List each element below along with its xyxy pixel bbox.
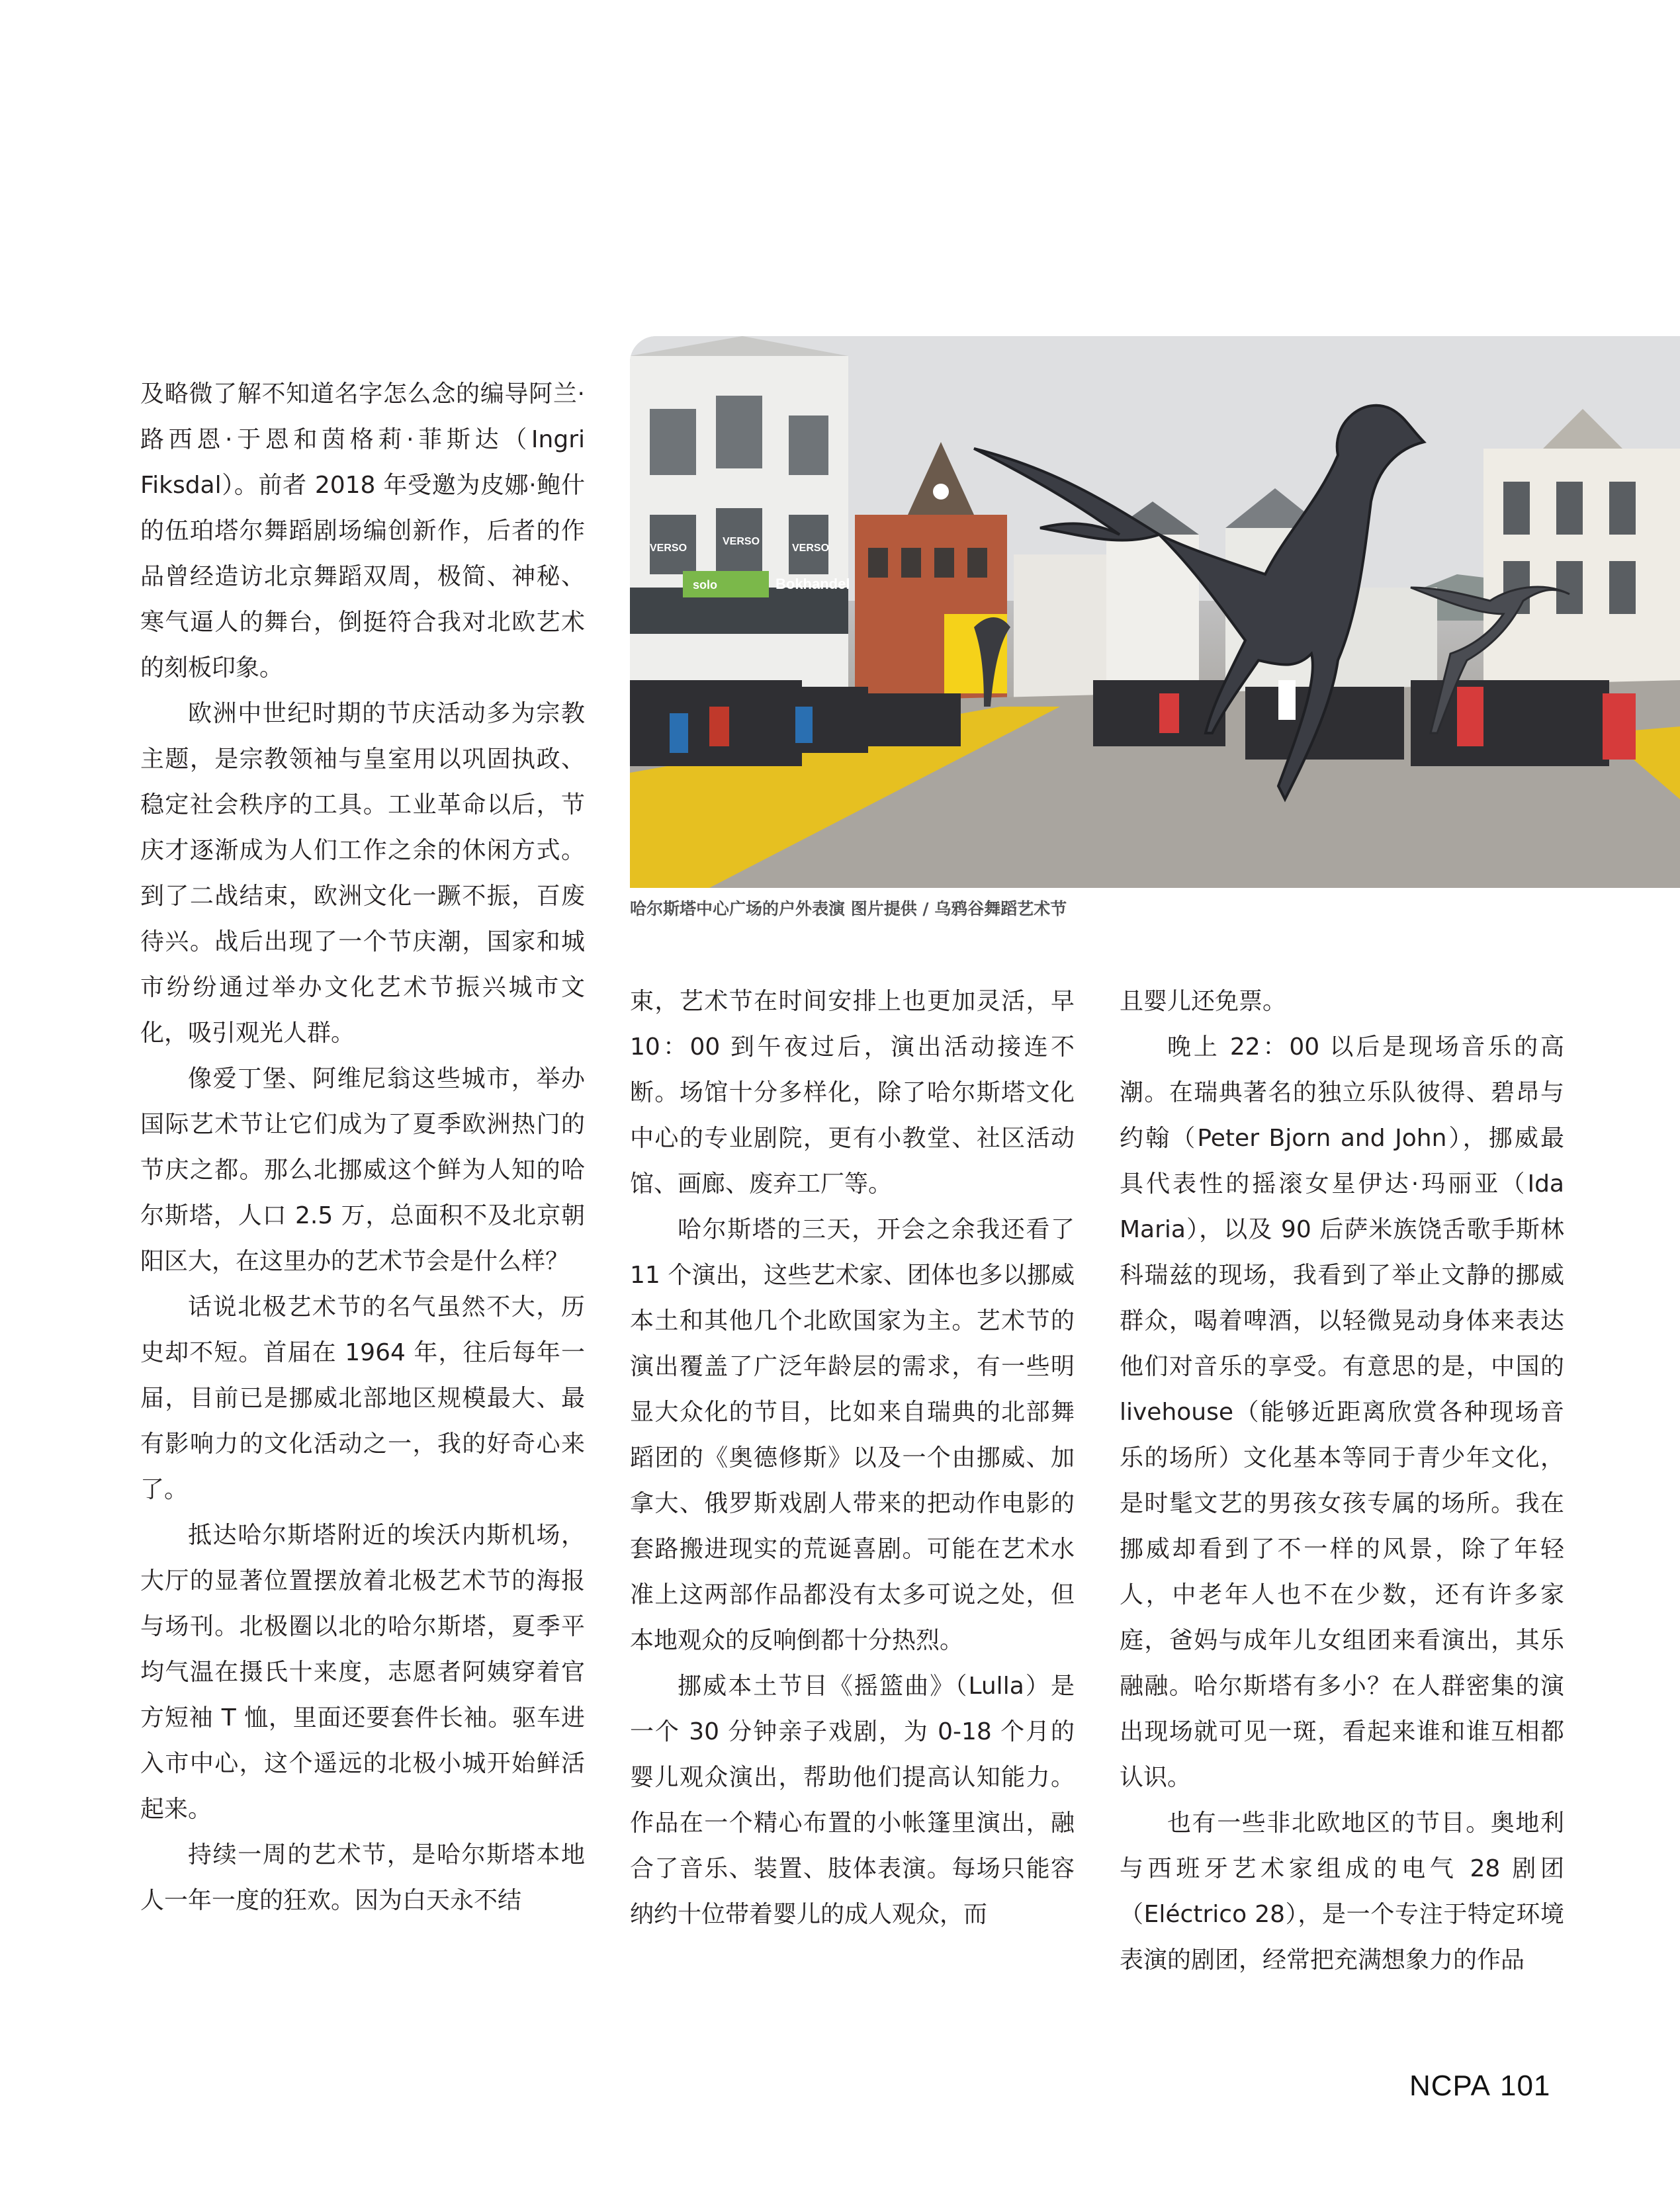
paragraph: 持续一周的艺术节，是哈尔斯塔本地人一年一度的狂欢。因为白天永不结 (140, 1841, 585, 1914)
shop-sign: VERSO (723, 536, 760, 547)
page-number: 101 (1499, 2070, 1551, 2102)
paragraph: 话说北极艺术节的名气虽然不大，历史却不短。首届在 1964 年，往后每年一届，目前已是挪威北部地区规模最大、最有影响力的文化活动之一，我的好奇心来了。 (140, 1293, 585, 1503)
magazine-name: NCPA (1409, 2070, 1491, 2102)
text-column-left (140, 371, 585, 1923)
shop-sign: Bokhandel (775, 576, 850, 592)
shop-sign: VERSO (650, 543, 687, 554)
paragraph: 及略微了解不知道名字怎么念的编导阿兰·路西恩·于恩和茵格莉·菲斯达（Ingri Fiksdal）。前者 2018 年受邀为皮娜·鲍什的伍珀塔尔舞蹈剧场编创新作，后者的作品曾经造访北京舞蹈双周，极简、神秘、寒气逼人的舞台，倒挺符合我对北欧艺术的刻板印象。 (140, 380, 585, 681)
festival-photo-illustration (630, 336, 1680, 888)
shop-sign: solo (693, 578, 718, 591)
paragraph: 晚上 22：00 以后是现场音乐的高潮。在瑞典著名的独立乐队彼得、碧昂与约翰（Peter Bjorn and John），挪威最具代表性的摇滚女星伊达·玛丽亚（Ida Maria），以及 90 后萨米族饶舌歌手斯林科瑞兹的现场，我看到了举止文静的挪威群众，喝着啤酒，以轻微晃动身体来表达他们对音乐的享受。有意思的是，中国的 livehouse（能够近距离欣赏各种现场音乐的场所）文化基本等同于青少年文化，是时髦文艺的男孩女孩专属的场所。我在挪威却看到了不一样的风景，除了年轻人，中老年人也不在少数，还有许多家庭，爸妈与成年儿女组团来看演出，其乐融融。哈尔斯塔有多小？在人群密集的演出现场就可见一斑，看起来谁和谁互相都认识。 (1120, 1033, 1564, 1791)
photo-caption: 哈尔斯塔中心广场的户外表演 图片提供 / 乌鸦谷舞蹈艺术节 (630, 899, 1067, 918)
paragraph: 束，艺术节在时间安排上也更加灵活，早 10：00 到午夜过后，演出活动接连不断。场馆十分多样化，除了哈尔斯塔文化中心的专业剧院，更有小教堂、社区活动馆、画廊、废弃工厂等。 (630, 988, 1075, 1198)
festival-photo (630, 336, 1680, 888)
text-column-right (1120, 979, 1564, 1983)
shop-sign: VERSO (792, 543, 830, 554)
page-folio (1409, 2070, 1550, 2103)
text-column-middle (630, 979, 1075, 1937)
paragraph: 也有一些非北欧地区的节目。奥地利与西班牙艺术家组成的电气 28 剧团（Eléctrico 28），是一个专注于特定环境表演的剧团，经常把充满想象力的作品 (1120, 1810, 1564, 1974)
paragraph: 挪威本土节目《摇篮曲》（Lulla）是一个 30 分钟亲子戏剧，为 0-18 个月的婴儿观众演出，帮助他们提高认知能力。作品在一个精心布置的小帐篷里演出，融合了音乐、装置、肢体表演。每场只能容纳约十位带着婴儿的成人观众，而 (630, 1673, 1075, 1928)
paragraph: 且婴儿还免票。 (1120, 988, 1287, 1015)
paragraph: 抵达哈尔斯塔附近的埃沃内斯机场，大厅的显著位置摆放着北极艺术节的海报与场刊。北极圈以北的哈尔斯塔，夏季平均气温在摄氏十来度，志愿者阿姨穿着官方短袖 T 恤，里面还要套件长袖。驱车进入市中心，这个遥远的北极小城开始鲜活起来。 (140, 1522, 585, 1823)
paragraph: 欧洲中世纪时期的节庆活动多为宗教主题，是宗教领袖与皇室用以巩固执政、稳定社会秩序的工具。工业革命以后，节庆才逐渐成为人们工作之余的休闲方式。到了二战结束，欧洲文化一蹶不振，百废待兴。战后出现了一个节庆潮，国家和城市纷纷通过举办文化艺术节振兴城市文化，吸引观光人群。 (140, 700, 585, 1047)
paragraph: 像爱丁堡、阿维尼翁这些城市，举办国际艺术节让它们成为了夏季欧洲热门的节庆之都。那么北挪威这个鲜为人知的哈尔斯塔，人口 2.5 万，总面积不及北京朝阳区大，在这里办的艺术节会是什么样？ (140, 1065, 585, 1275)
paragraph: 哈尔斯塔的三天，开会之余我还看了 11 个演出，这些艺术家、团体也多以挪威本土和其他几个北欧国家为主。艺术节的演出覆盖了广泛年龄层的需求，有一些明显大众化的节目，比如来自瑞典的北部舞蹈团的《奥德修斯》以及一个由挪威、加拿大、俄罗斯戏剧人带来的把动作电影的套路搬进现实的荒诞喜剧。可能在艺术水准上这两部作品都没有太多可说之处，但本地观众的反响倒都十分热烈。 (630, 1216, 1075, 1654)
